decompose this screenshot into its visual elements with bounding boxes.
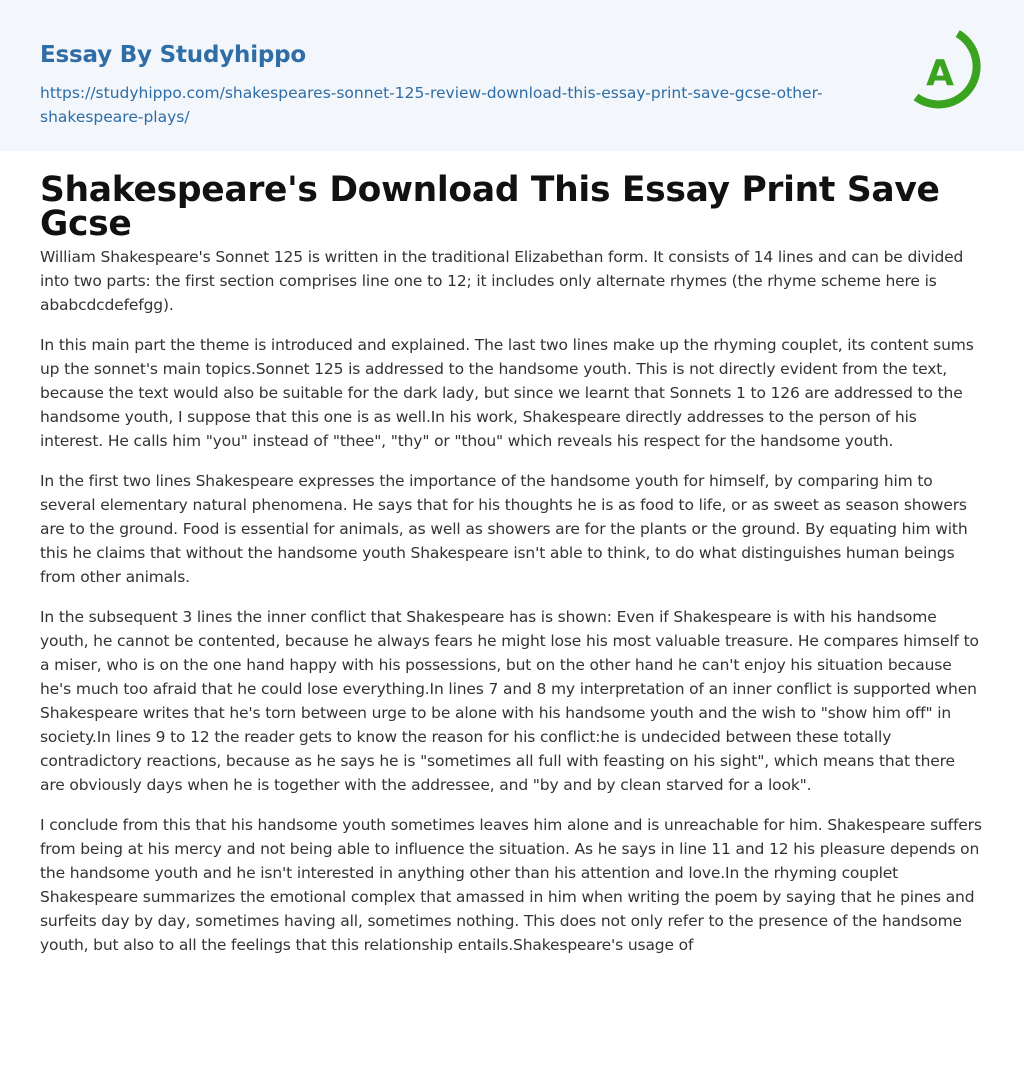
site-brand[interactable]: Essay By Studyhippo [40,42,307,68]
essay-paragraph-1: William Shakespeare's Sonnet 125 is written in the traditional Elizabethan form. It consists of 14 lines and can be divided into two parts: the first section comprises line one to 12; it includes only alternate rhymes (the rhyme scheme here is ababcdcdefefgg). [40,248,964,314]
essay-paragraph-4: In the subsequent 3 lines the inner conflict that Shakespeare has is shown: Even if Shakespeare is with his handsome youth, he cannot be contented, because he always fears he might lose his most valuable treasure. He compares himself to a miser, who is on the one hand happy with his possessions, but on the other hand he can't enjoy his situation because he's much too afraid that he could lose everything.In lines 7 and 8 my interpretation of an inner conflict is supported when Shakespeare writes that he's torn between urge to be alone with his handsome youth and the wish to "show him off" in society.In lines 9 to 12 the reader gets to know the reason for his conflict:he is undecided between these totally contradictory reactions, because as he says he is "sometimes all full with feasting on his sight", which means that there are obviously days when he is together with the addressee, and "by and by clean starved for a look". [40,608,979,794]
essay-title: Shakespeare's Download This Essay Print Save Gcse [40,170,940,244]
studyhippo-logo-icon[interactable] [910,27,988,117]
logo-letter: A [926,53,954,94]
essay-paragraph-2: In this main part the theme is introduced and explained. The last two lines make up the rhyming couplet, its content sums up the sonnet's main topics.Sonnet 125 is addressed to the handsome youth. This is not directly evident from the text, because the text would also be suitable for the dark lady, but since we learnt that Sonnets 1 to 126 are addressed to the handsome youth, I suppose that this one is as well.In his work, Shakespeare directly addresses to the person of his interest. He calls him "you" instead of "thee", "thy" or "thou" which reveals his respect for the handsome youth. [40,336,974,450]
site-header [0,0,1024,151]
essay-content [0,151,1024,957]
essay-paragraph-5: I conclude from this that his handsome youth sometimes leaves him alone and is unreachable for him. Shakespeare suffers from being at his mercy and not being able to influence the situation. As he says in line 11 and 12 his pleasure depends on the handsome youth and he isn't interested in anything other than his attention and love.In the rhyming couplet Shakespeare summarizes the emotional complex that amassed in him when writing the poem by saying that he pines and surfeits day by day, sometimes having all, sometimes nothing. This does not only refer to the presence of the handsome youth, but also to all the feelings that this relationship entails.Shakespeare's usage of [40,816,982,954]
essay-paragraph-3: In the first two lines Shakespeare expresses the importance of the handsome youth for himself, by comparing him to several elementary natural phenomena. He says that for his thoughts he is as food to life, or as sweet as season showers are to the ground. Food is essential for animals, as well as showers are for the plants or the ground. By equating him with this he claims that without the handsome youth Shakespeare isn't able to think, to do what distinguishes human beings from other animals. [40,472,968,586]
source-url-link[interactable]: https://studyhippo.com/shakespeares-sonnet-125-review-download-this-essay-print-save-gcse-other-shakespeare-plays/ [40,84,823,126]
